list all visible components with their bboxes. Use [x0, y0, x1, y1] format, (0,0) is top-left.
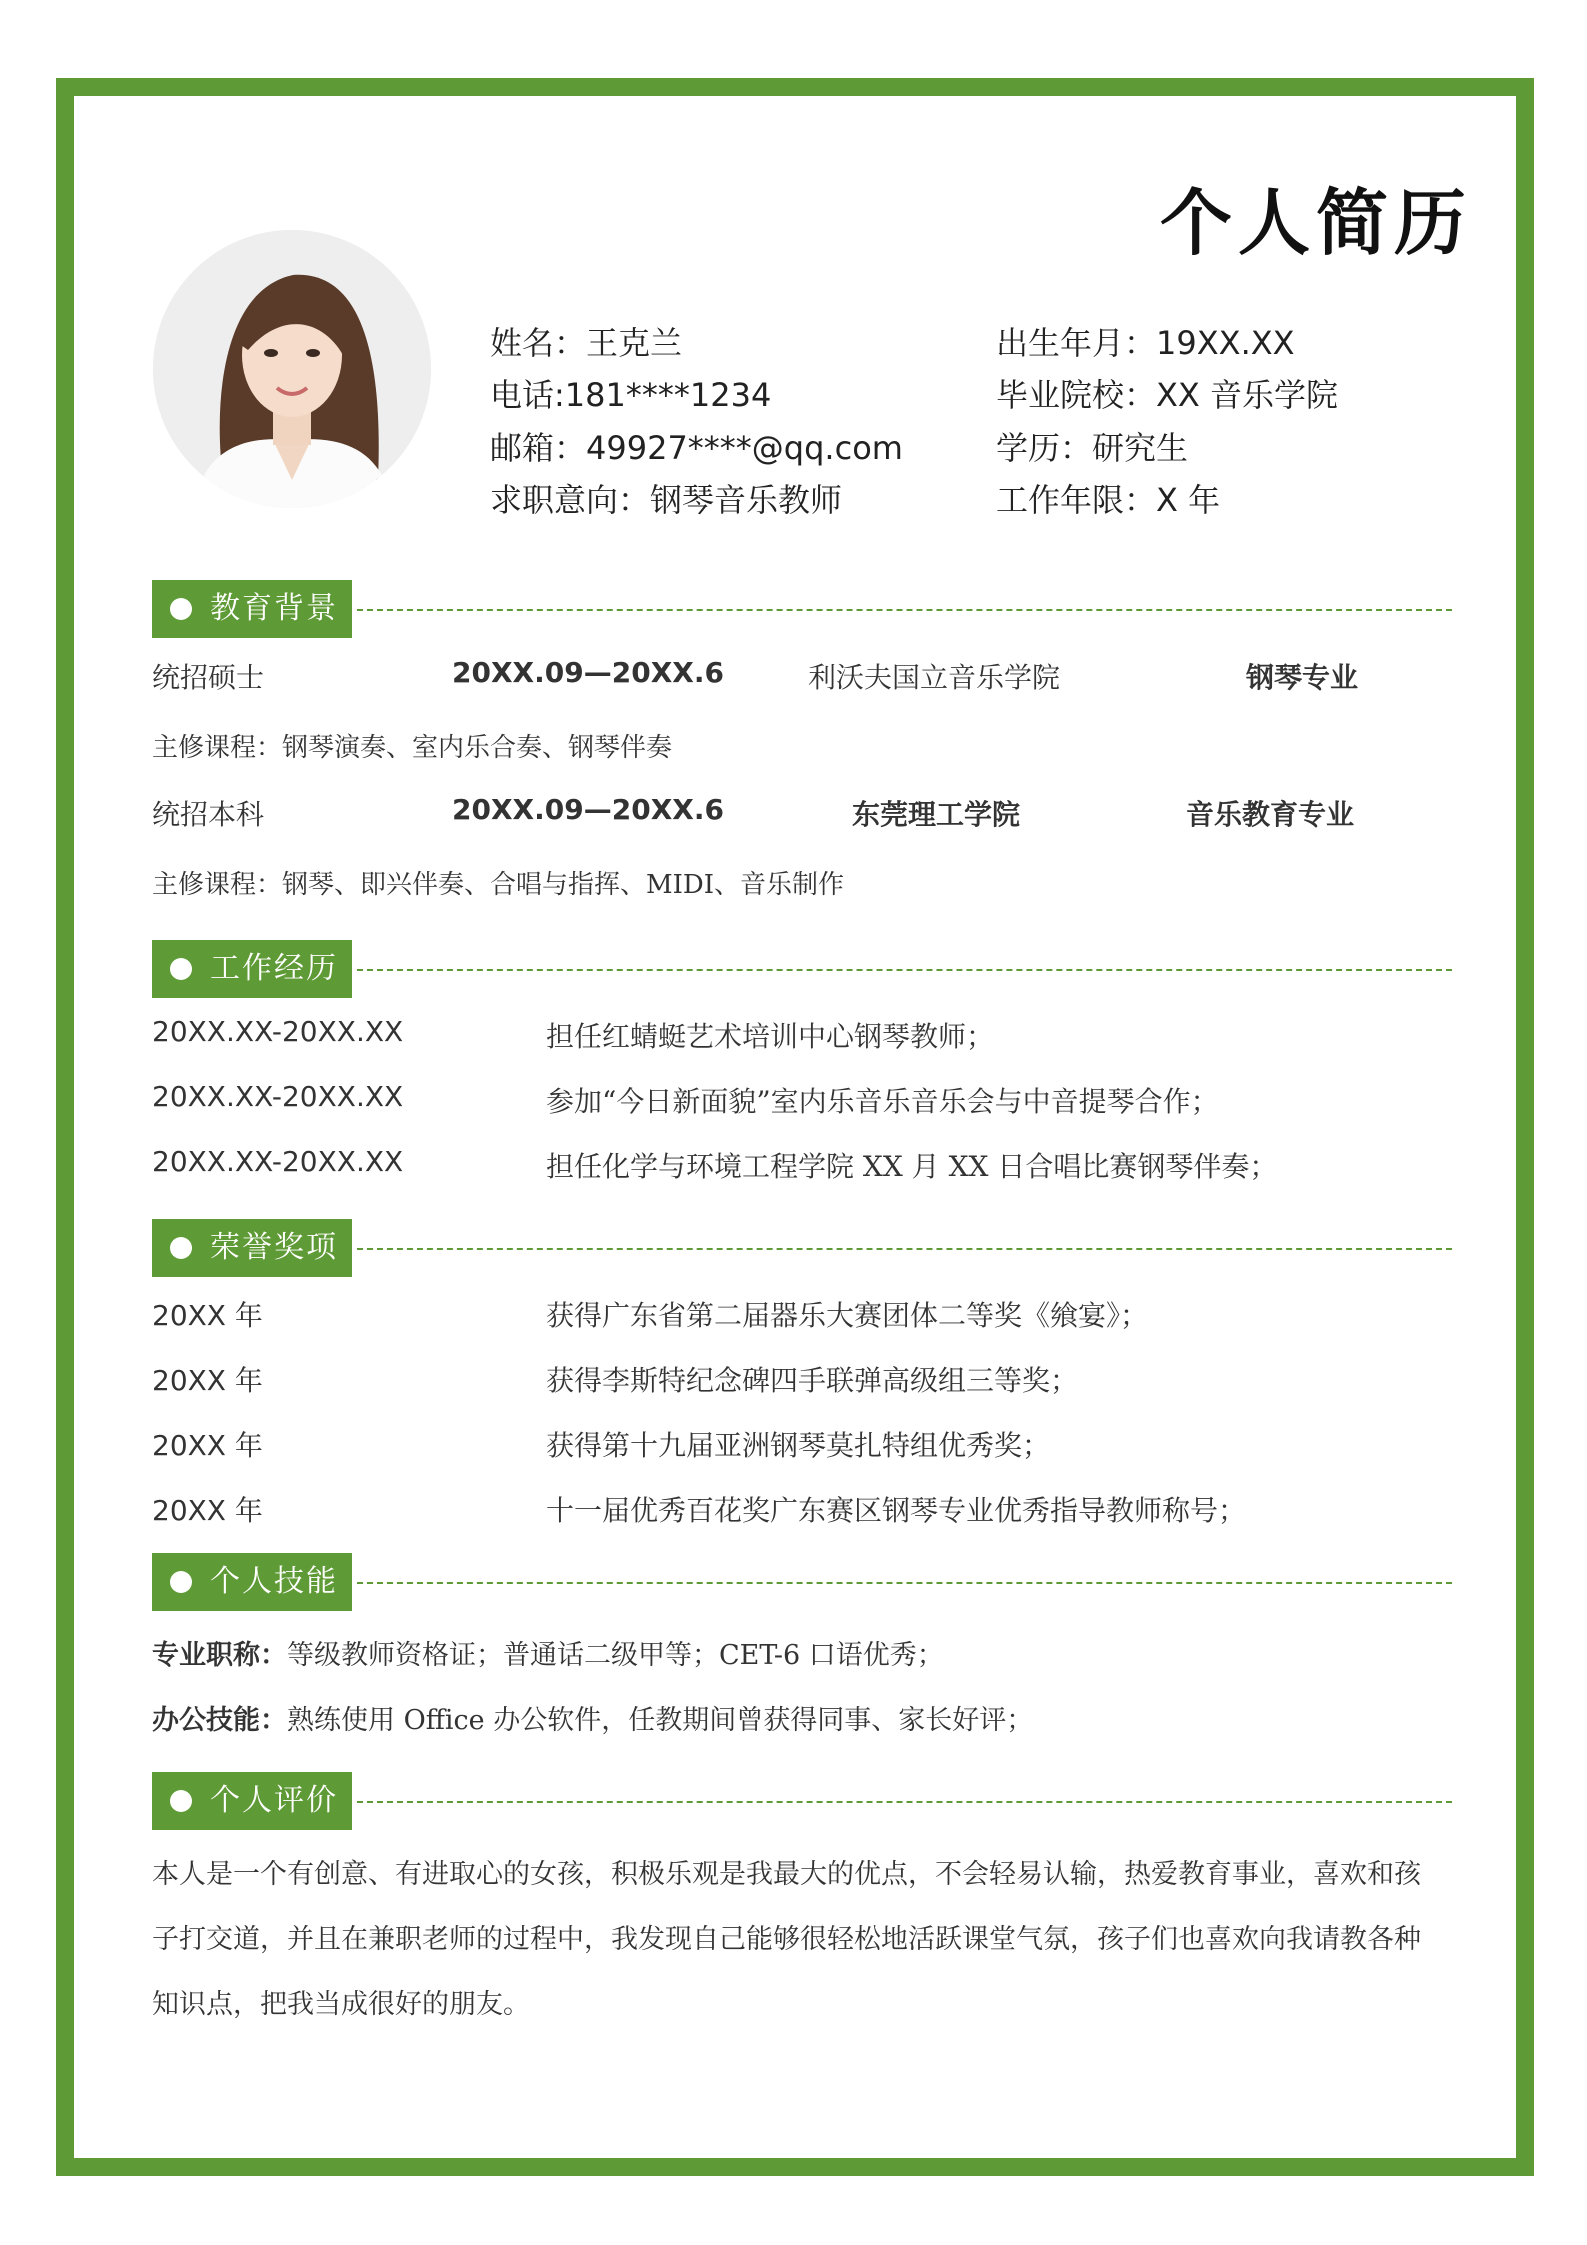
- section-honors: [152, 1219, 1452, 1277]
- dashed-divider: [357, 1582, 1452, 1584]
- profile-objective: 求职意向：钢琴音乐教师: [490, 481, 843, 519]
- portrait-photo: [153, 230, 431, 508]
- skill-text: 熟练使用 Office 办公软件，任教期间曾获得同事、家长好评；: [287, 1705, 1034, 1736]
- honor-desc: 获得广东省第二届器乐大赛团体二等奖《飨宴》；: [546, 1299, 1149, 1332]
- section-title: 个人技能: [210, 1564, 338, 1599]
- profile-years: 工作年限：X 年: [996, 481, 1221, 519]
- work-desc: 参加“今日新面貌”室内乐音乐音乐会与中音提琴合作；: [546, 1085, 1219, 1118]
- honor-year: 20XX 年: [152, 1299, 263, 1332]
- work-period: 20XX.XX-20XX.XX: [152, 1015, 404, 1048]
- skill-label: 办公技能：: [152, 1705, 287, 1736]
- edu-period: 20XX.09—20XX.6: [452, 793, 725, 826]
- section-tab: [152, 1219, 352, 1277]
- edu-courses-label: 主修课程：: [152, 733, 283, 763]
- bullet-icon: [170, 1790, 192, 1812]
- profile-birth: 出生年月：19XX.XX: [996, 324, 1295, 362]
- edu-type: 统招本科: [152, 798, 265, 831]
- edu-school: 东莞理工学院: [852, 798, 1021, 831]
- edu-courses: [152, 864, 844, 901]
- edu-courses-text: 钢琴、即兴伴奏、合唱与指挥、MIDI、音乐制作: [282, 870, 845, 900]
- section-tab: [152, 1772, 352, 1830]
- skill-text: 等级教师资格证；普通话二级甲等；CET-6 口语优秀；: [287, 1640, 944, 1671]
- honor-desc: 获得李斯特纪念碑四手联弹高级组三等奖；: [546, 1364, 1079, 1397]
- profile-name: 姓名：王克兰: [490, 324, 683, 362]
- work-period: 20XX.XX-20XX.XX: [152, 1145, 404, 1178]
- edu-type: 统招硕士: [152, 661, 265, 694]
- section-tab: [152, 580, 352, 638]
- honor-desc: 获得第十九届亚洲钢琴莫扎特组优秀奖；: [546, 1429, 1051, 1462]
- profile-phone: 电话:181****1234: [490, 376, 772, 414]
- profile-school: 毕业院校：XX 音乐学院: [996, 376, 1339, 414]
- edu-major: 音乐教育专业: [1186, 798, 1355, 831]
- resume-title: 个人简历: [1160, 180, 1473, 265]
- section-work: [152, 940, 1452, 998]
- bullet-icon: [170, 1571, 192, 1593]
- edu-courses-text: 钢琴演奏、室内乐合奏、钢琴伴奏: [282, 733, 673, 763]
- skill-item: [152, 1633, 944, 1672]
- section-tab: [152, 1553, 352, 1611]
- honor-desc: 十一届优秀百花奖广东赛区钢琴专业优秀指导教师称号；: [546, 1494, 1247, 1527]
- work-desc: 担任化学与环境工程学院 XX 月 XX 日合唱比赛钢琴伴奏；: [546, 1150, 1278, 1183]
- bullet-icon: [170, 598, 192, 620]
- skill-label: 专业职称：: [152, 1640, 287, 1671]
- section-evaluation: [152, 1772, 1452, 1830]
- section-tab: [152, 940, 352, 998]
- evaluation-text: 本人是一个有创意、有进取心的女孩，积极乐观是我最大的优点，不会轻易认输，热爱教育事业，喜欢和孩子打交道，并且在兼职老师的过程中，我发现自己能够很轻松地活跃课堂气氛，孩子们也喜欢向我请教各种知识点，把我当成很好的朋友。: [152, 1859, 1421, 2020]
- edu-courses-label: 主修课程：: [152, 870, 283, 900]
- section-title: 个人评价: [210, 1783, 338, 1818]
- honor-year: 20XX 年: [152, 1494, 263, 1527]
- honor-year: 20XX 年: [152, 1364, 263, 1397]
- bullet-icon: [170, 958, 192, 980]
- edu-courses: [152, 727, 672, 764]
- dashed-divider: [357, 1801, 1452, 1803]
- section-title: 荣誉奖项: [210, 1230, 338, 1265]
- edu-major: 钢琴专业: [1246, 661, 1359, 694]
- bullet-icon: [170, 1237, 192, 1259]
- section-education: [152, 580, 1452, 638]
- dashed-divider: [357, 1248, 1452, 1250]
- avatar: [153, 230, 431, 508]
- dashed-divider: [357, 609, 1452, 611]
- profile-email: 邮箱：49927****@qq.com: [490, 429, 903, 467]
- edu-period: 20XX.09—20XX.6: [452, 656, 725, 689]
- section-title: 教育背景: [210, 591, 338, 626]
- profile-degree: 学历：研究生: [996, 429, 1189, 467]
- work-desc: 担任红蜻蜓艺术培训中心钢琴教师；: [546, 1020, 995, 1053]
- section-title: 工作经历: [210, 951, 338, 986]
- honor-year: 20XX 年: [152, 1429, 263, 1462]
- skill-item: [152, 1698, 1033, 1737]
- dashed-divider: [357, 969, 1452, 971]
- section-skills: [152, 1553, 1452, 1611]
- edu-school: 利沃夫国立音乐学院: [808, 661, 1061, 694]
- work-period: 20XX.XX-20XX.XX: [152, 1080, 404, 1113]
